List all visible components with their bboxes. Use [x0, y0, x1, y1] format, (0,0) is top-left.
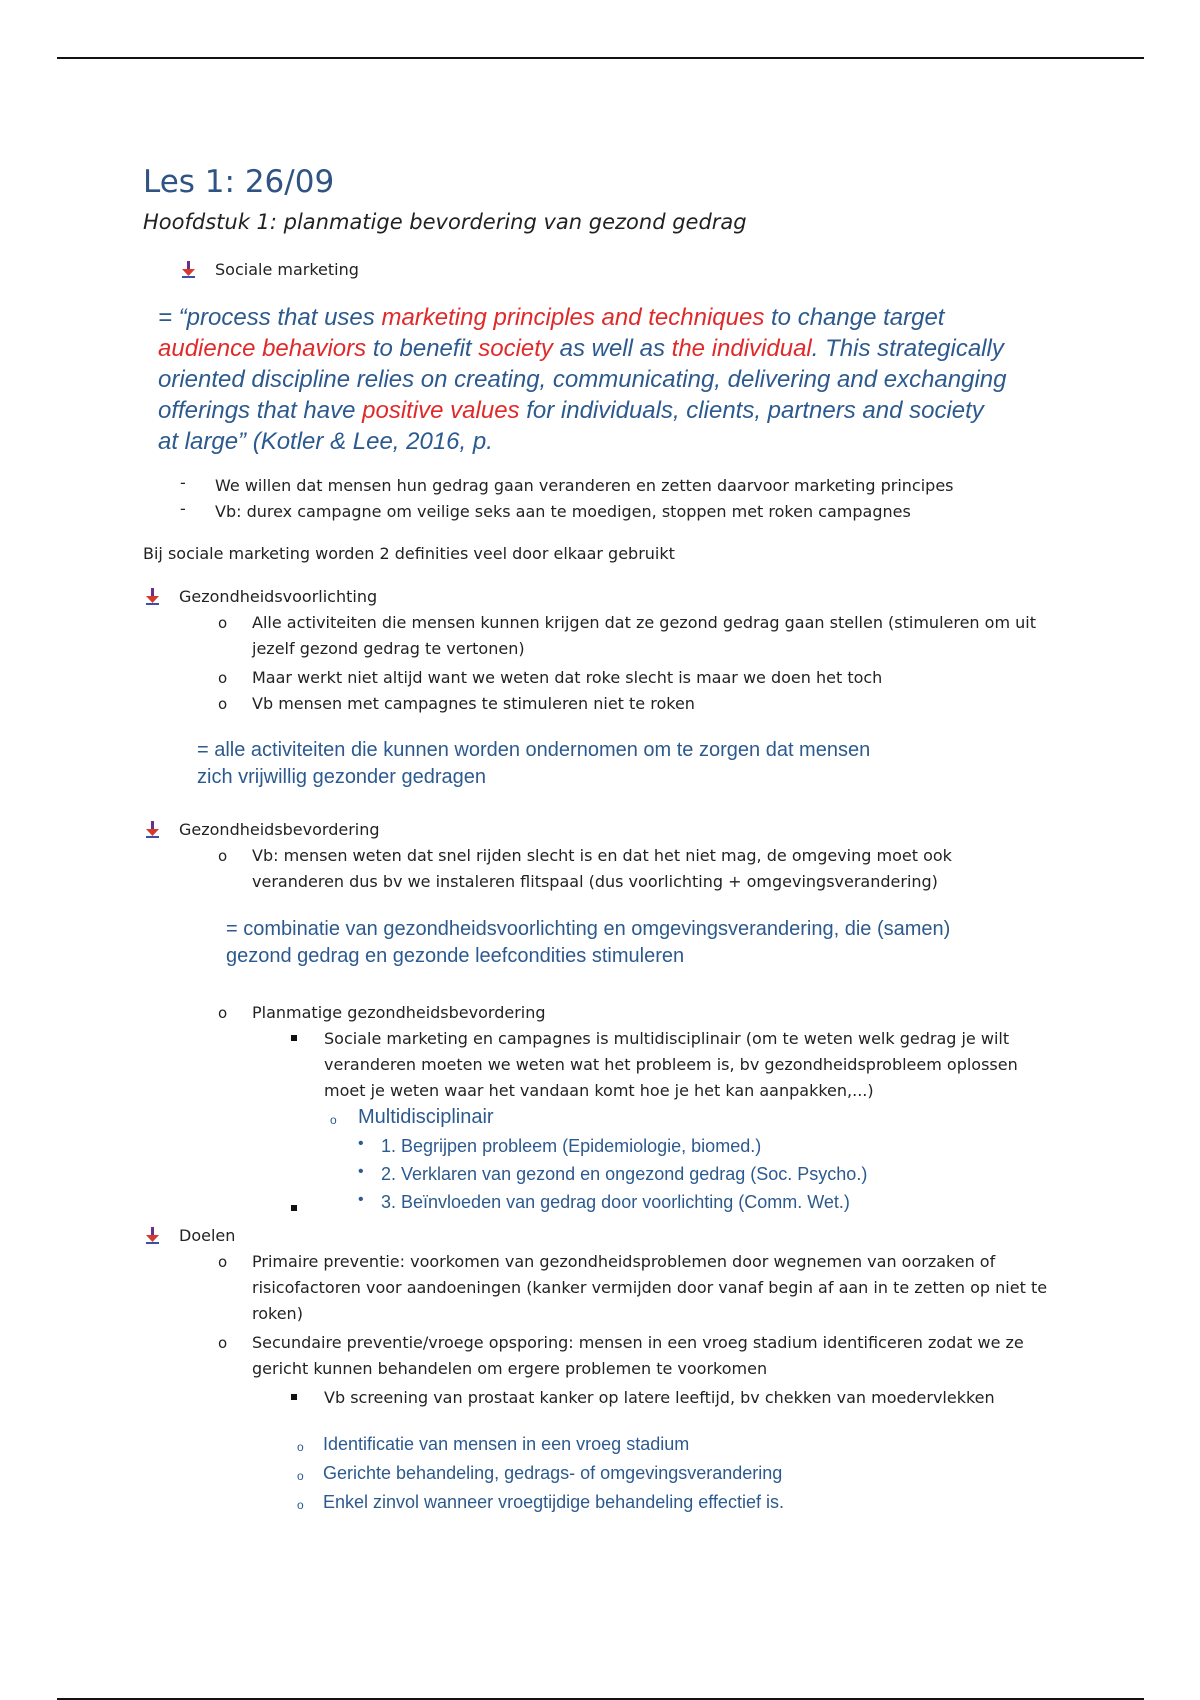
multidisciplinair-label: Multidisciplinair [358, 1106, 494, 1128]
square-bullet [291, 1205, 297, 1211]
section-label-sociale-marketing: Sociale marketing [215, 260, 359, 279]
down-arrow-bullet-icon [145, 1227, 161, 1245]
section-label-bevordering: Gezondheidsbevordering [179, 820, 380, 839]
page-title: Les 1: 26/09 [143, 164, 335, 200]
dot-bullet: • [358, 1191, 364, 1208]
dash-item-1: We willen dat mensen hun gedrag gaan veranderen en zetten daarvoor marketing principes [215, 476, 954, 495]
quote-highlight: audience behaviors [158, 335, 367, 362]
square-bullet [291, 1394, 297, 1400]
circle-bullet: o [218, 614, 228, 632]
quote-text: for individuals, clients, partners and society at large” (Kotler & Lee, 2016, p. [158, 397, 984, 455]
quote-text: as well as [552, 335, 672, 362]
quote-text: to change target [764, 304, 945, 331]
dot-bullet: • [358, 1163, 364, 1180]
section-label-voorlichting: Gezondheidsvoorlichting [179, 587, 378, 606]
circle-bullet: o [218, 669, 228, 687]
circle-bullet: o [218, 1253, 228, 1271]
quote-highlight: the individual [671, 335, 812, 362]
planmatig-label: Planmatige gezondheidsbevordering [252, 1003, 546, 1022]
voorlichting-item-2: Maar werkt niet altijd want we weten dat roke slecht is maar we doen het toch [252, 668, 883, 687]
voorlichting-definition: = alle activiteiten die kunnen worden ondernomen om te zorgen dat mensen zich vrijwillig gezonder gedragen [197, 739, 871, 788]
quote-highlight: marketing principles and techniques [381, 304, 765, 331]
small-circle-bullet: o [297, 1440, 304, 1454]
dash-item-2: Vb: durex campagne om veilige seks aan te moedigen, stoppen met roken campagnes [215, 502, 911, 521]
intro-line: Bij sociale marketing worden 2 definities veel door elkaar gebruikt [143, 544, 675, 563]
chapter-subtitle: Hoofdstuk 1: planmatige bevordering van gezond gedrag [143, 210, 747, 234]
voorlichting-item-3: Vb mensen met campagnes te stimuleren niet te roken [252, 694, 695, 713]
doelen-blue-item-1: Identificatie van mensen in een vroeg stadium [323, 1434, 690, 1454]
dash-bullet: - [180, 499, 186, 518]
doelen-item-1: Primaire preventie: voorkomen van gezondheidsproblemen door wegnemen van oorzaken of risicofactoren voor aandoeningen (kanker vermijden door vanaf begin af aan in te zetten op niet te roken) [252, 1252, 1048, 1323]
circle-bullet: o [218, 1334, 228, 1352]
quote-kotler-lee [158, 302, 1008, 457]
down-arrow-bullet-icon [145, 821, 161, 839]
bevordering-definition: = combinatie van gezondheidsvoorlichting en omgevingsverandering, die (samen) gezond gedrag en gezonde leefcondities stimuleren [226, 918, 951, 967]
square-bullet [291, 1035, 297, 1041]
section-label-doelen: Doelen [179, 1226, 236, 1245]
small-circle-bullet: o [330, 1113, 337, 1127]
circle-bullet: o [218, 695, 228, 713]
quote-text: to benefit [366, 335, 479, 362]
small-circle-bullet: o [297, 1469, 304, 1483]
multi-item-3: 3. Beïnvloeden van gedrag door voorlichting (Comm. Wet.) [381, 1192, 850, 1212]
down-arrow-bullet-icon [181, 261, 197, 279]
doelen-item-2: Secundaire preventie/vroege opsporing: mensen in een vroeg stadium identificeren zodat we ze gericht kunnen behandelen om ergere problemen te voorkomen [252, 1333, 1024, 1378]
quote-highlight: society [478, 335, 553, 362]
doelen-blue-item-3: Enkel zinvol wanneer vroegtijdige behandeling effectief is. [323, 1492, 784, 1512]
quote-text: = “process that uses [158, 304, 382, 331]
doelen-sub-item: Vb screening van prostaat kanker op latere leeftijd, bv chekken van moedervlekken [324, 1388, 995, 1407]
planmatig-item: Sociale marketing en campagnes is multidisciplinair (om te weten welk gedrag je wilt veranderen moeten we weten wat het probleem is, bv gezondheidsprobleem oplossen moet je weten waar het vandaan komt hoe je het kan aanpakken,...) [324, 1029, 1018, 1100]
quote-text: . This strategically oriented discipline relies on creating, communicating, delivering and exchanging offerings that have [158, 335, 1007, 424]
multi-item-1: 1. Begrijpen probleem (Epidemiologie, biomed.) [381, 1136, 762, 1156]
quote-highlight: positive values [362, 397, 520, 424]
circle-bullet: o [218, 847, 228, 865]
bevordering-item: Vb: mensen weten dat snel rijden slecht is en dat het niet mag, de omgeving moet ook veranderen dus bv we instaleren flitspaal (dus voorlichting + omgevingsverandering) [252, 846, 952, 891]
doelen-blue-item-2: Gerichte behandeling, gedrags- of omgevingsverandering [323, 1463, 783, 1483]
small-circle-bullet: o [297, 1498, 304, 1512]
dash-bullet: - [180, 473, 186, 492]
down-arrow-bullet-icon [145, 588, 161, 606]
multi-item-2: 2. Verklaren van gezond en ongezond gedrag (Soc. Psycho.) [381, 1164, 868, 1184]
dot-bullet: • [358, 1135, 364, 1152]
circle-bullet: o [218, 1004, 228, 1022]
voorlichting-item-1: Alle activiteiten die mensen kunnen krijgen dat ze gezond gedrag gaan stellen (stimuleren om uit jezelf gezond gedrag te vertonen) [252, 613, 1036, 658]
